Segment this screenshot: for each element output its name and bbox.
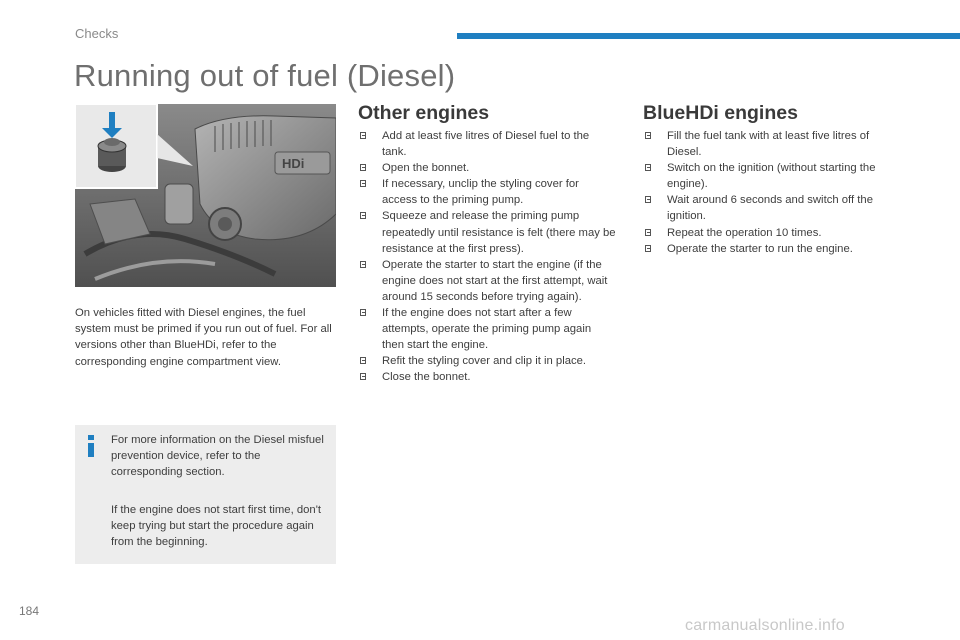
list-item: If the engine does not start after a few attempts, operate the priming pump again then start the engine. — [358, 305, 616, 353]
checkbox-bullet-icon — [360, 357, 366, 364]
list-item: Wait around 6 seconds and switch off the ignition. — [643, 192, 898, 224]
list-item: Switch on the ignition (without starting the engine). — [643, 160, 898, 192]
list-item: Fill the fuel tank with at least five litres of Diesel. — [643, 128, 898, 160]
checkbox-bullet-icon — [360, 309, 366, 316]
list-item: Open the bonnet. — [358, 160, 616, 176]
info-box — [75, 425, 336, 564]
bluehdi-engines-heading: BlueHDi engines — [643, 102, 798, 124]
checkbox-bullet-icon — [645, 132, 651, 139]
checkbox-bullet-icon — [360, 212, 366, 219]
list-item: Operate the starter to run the engine. — [643, 241, 898, 257]
list-item: Repeat the operation 10 times. — [643, 225, 898, 241]
list-item: Add at least five litres of Diesel fuel to the tank. — [358, 128, 616, 160]
checkbox-bullet-icon — [360, 164, 366, 171]
intro-paragraph: On vehicles fitted with Diesel engines, the fuel system must be primed if you run out of fuel. For all versions other than BlueHDi, refer to the corresponding engine compartment view. — [75, 307, 332, 368]
header-accent-bar — [457, 33, 960, 39]
engine-badge-text: HDi — [282, 156, 305, 171]
list-item: Close the bonnet. — [358, 369, 616, 385]
list-item: Squeeze and release the priming pump repeatedly until resistance is felt (there may be resistance at the first press). — [358, 208, 616, 256]
checkbox-bullet-icon — [645, 245, 651, 252]
watermark-link[interactable]: carmanualsonline.info — [685, 617, 845, 634]
bluehdi-engines-steps — [643, 128, 898, 257]
page-title: Running out of fuel (Diesel) — [74, 58, 456, 93]
list-item: Operate the starter to start the engine (if the engine does not start at the first attempt, wait around 15 seconds before trying again). — [358, 257, 616, 305]
checkbox-bullet-icon — [645, 164, 651, 171]
checkbox-bullet-icon — [645, 229, 651, 236]
section-label: Checks — [75, 26, 119, 41]
checkbox-bullet-icon — [360, 373, 366, 380]
info-icon — [86, 435, 96, 457]
checkbox-bullet-icon — [360, 261, 366, 268]
other-engines-steps — [358, 128, 616, 386]
page-number: 184 — [19, 604, 40, 618]
checkbox-bullet-icon — [360, 180, 366, 187]
info-paragraph-2: If the engine does not start first time, don't keep trying but start the procedure again from the beginning. — [111, 504, 322, 548]
checkbox-bullet-icon — [360, 132, 366, 139]
list-item: If necessary, unclip the styling cover for access to the priming pump. — [358, 176, 616, 208]
other-engines-heading: Other engines — [358, 102, 490, 124]
engine-illustration — [75, 104, 336, 287]
checkbox-bullet-icon — [645, 196, 651, 203]
engine-compartment-image — [75, 104, 336, 287]
info-paragraph-1: For more information on the Diesel misfuel prevention device, refer to the corresponding section. — [111, 434, 324, 478]
list-item: Refit the styling cover and clip it in place. — [358, 353, 616, 369]
